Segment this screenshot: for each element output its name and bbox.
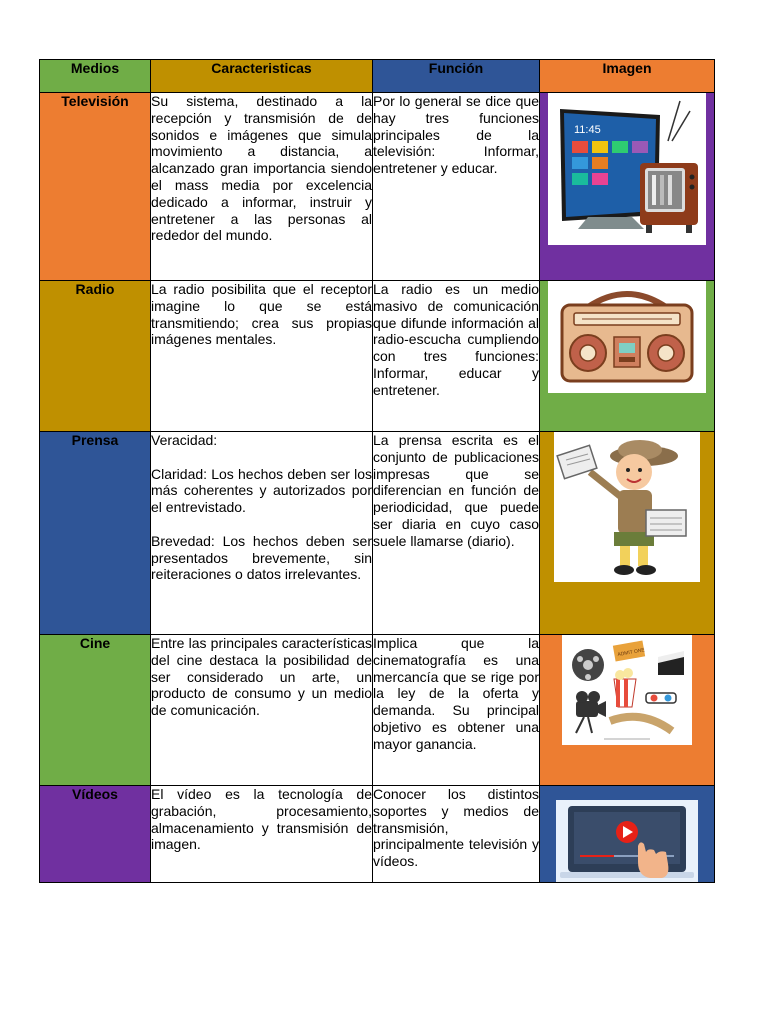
table-row (40, 635, 715, 786)
caracteristicas-television (151, 93, 373, 281)
imagen-videos (540, 786, 715, 883)
medio-prensa: Prensa (40, 432, 151, 635)
media-table (39, 59, 715, 883)
ticket-text: ADMIT ONE (617, 647, 646, 659)
medio-radio: Radio (40, 281, 151, 432)
funcion-videos: Conocer los distintos soportes y medios de transmisión, principalmente televisión y vídeos. (373, 786, 540, 883)
medio-videos: Vídeos (40, 786, 151, 883)
funcion-radio: La radio es un medio masivo de comunicación que difunde información al radio-escucha cumpliendo con tres funciones: Informar, educar y entretener. (373, 281, 540, 432)
imagen-prensa (540, 432, 715, 635)
tv-clock: 11:45 (574, 124, 601, 136)
caracteristicas-videos (151, 786, 373, 883)
cinema-image (562, 635, 692, 745)
caracteristicas-radio (151, 281, 373, 432)
newsboy-image (554, 432, 700, 582)
imagen-television (540, 93, 715, 281)
video-player-image (556, 800, 698, 882)
header-row (40, 60, 715, 93)
caracteristicas-cine (151, 635, 373, 786)
funcion-cine: Implica que la cinematografía es una mercancía que se rige por la ley de la oferta y demanda. Su principal objetivo es obtener una mayor ganancia. (373, 635, 540, 786)
funcion-prensa: La prensa escrita es el conjunto de publicaciones impresas que se diferencian en función de periodicidad, que puede ser diaria en cuyo caso suele llamarse (diario). (373, 432, 540, 635)
caracteristicas-text: Veracidad: (151, 432, 218, 448)
medio-cine: Cine (40, 635, 151, 786)
medio-television: Televisión (40, 93, 151, 281)
header-funcion: Función (373, 60, 540, 93)
table-row (40, 281, 715, 432)
header-caracteristicas: Caracteristicas (151, 60, 373, 93)
imagen-radio (540, 281, 715, 432)
caracteristicas-text: El vídeo es la tecnología de grabación, procesamiento, almacenamiento y transmisión de imagen. (151, 786, 372, 853)
radio-image (548, 281, 706, 393)
caracteristicas-text: Claridad: Los hechos deben ser los más coherentes y autorizados por el entrevistado. (151, 465, 372, 516)
table-row (40, 93, 715, 281)
table-row (40, 786, 715, 883)
caracteristicas-text: Brevedad: Los hechos deben ser presentados brevemente, sin reiteraciones o datos irrelevantes. (151, 532, 372, 583)
caracteristicas-text: La radio posibilita que el receptor imagine lo que se está transmitiendo; crea sus propias imágenes mentales. (151, 281, 372, 348)
caracteristicas-text: Entre las principales características del cine destaca la posibilidad de ser considerado un arte, un producto de consumo y un medio de comunicación. (151, 635, 372, 719)
television-image (548, 93, 706, 245)
table-row (40, 432, 715, 635)
header-imagen: Imagen (540, 60, 715, 93)
imagen-cine (540, 635, 715, 786)
header-medios: Medios (40, 60, 151, 93)
funcion-television: Por lo general se dice que hay tres funciones principales de la televisión: Informar, entretener y educar. (373, 93, 540, 281)
caracteristicas-prensa (151, 432, 373, 635)
caracteristicas-text: Su sistema, destinado a la recepción y transmisión de de sonidos e imágenes que simula movimiento a distancia, a alcanzado gran importancia siendo el mass media por excelencia dedicado a informar, instruir y entretener a las personas al rededor del mundo. (151, 93, 372, 244)
